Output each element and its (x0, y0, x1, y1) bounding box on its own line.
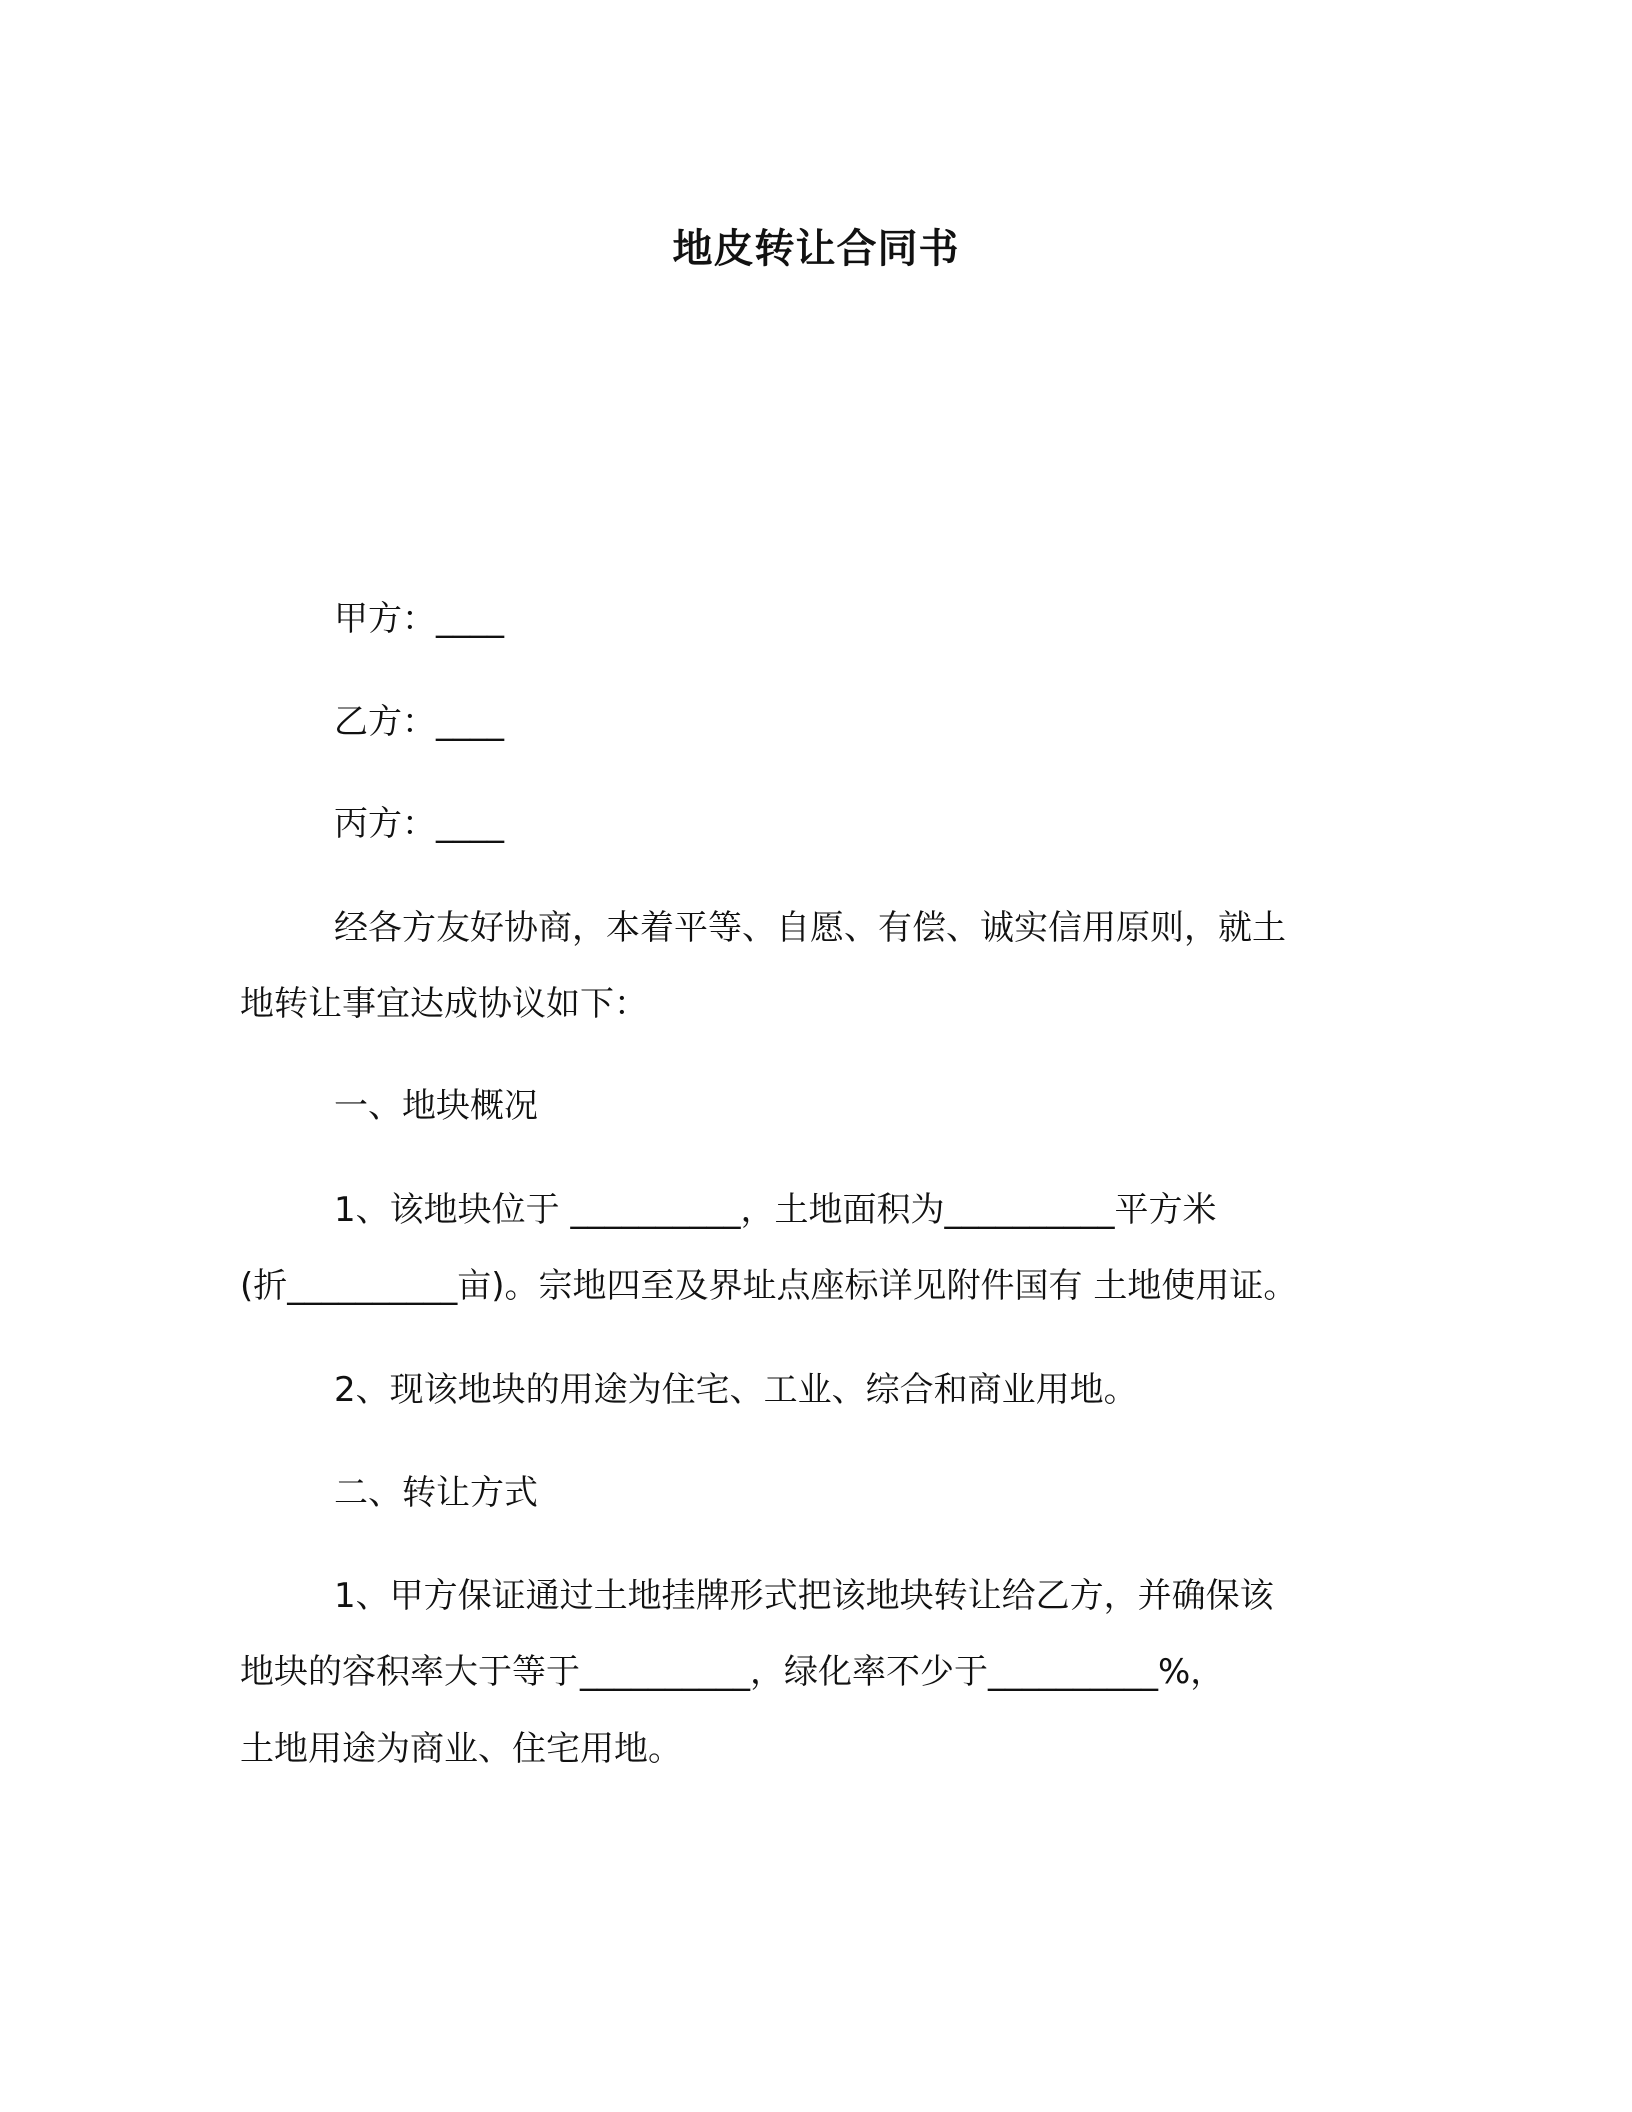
section-2-heading: 二、转让方式 (334, 1473, 538, 1513)
party-a-line: 甲方：____ (334, 599, 504, 639)
section-1-item-1-line-1: 1、该地块位于 __________，土地面积为__________平方米 (334, 1190, 1217, 1230)
section-2-item-1-line-2: 地块的容积率大于等于__________，绿化率不少于__________%， (240, 1652, 1225, 1692)
party-b-line: 乙方：____ (334, 702, 504, 742)
section-1-heading: 一、地块概况 (334, 1086, 538, 1126)
section-2-item-1-line-1: 1、甲方保证通过土地挂牌形式把该地块转让给乙方，并确保该 (334, 1576, 1274, 1616)
party-c-line: 丙方：____ (334, 804, 504, 844)
section-1-item-2: 2、现该地块的用途为住宅、工业、综合和商业用地。 (334, 1370, 1138, 1410)
preamble-line-1: 经各方友好协商，本着平等、自愿、有偿、诚实信用原则，就土 (334, 908, 1286, 948)
section-2-item-1-line-3: 土地用途为商业、住宅用地。 (240, 1729, 682, 1769)
document-title: 地皮转让合同书 (672, 226, 960, 272)
section-1-item-1-line-2: (折__________亩)。宗地四至及界址点座标详见附件国有 土地使用证。 (240, 1266, 1298, 1306)
preamble-line-2: 地转让事宜达成协议如下： (240, 984, 648, 1024)
